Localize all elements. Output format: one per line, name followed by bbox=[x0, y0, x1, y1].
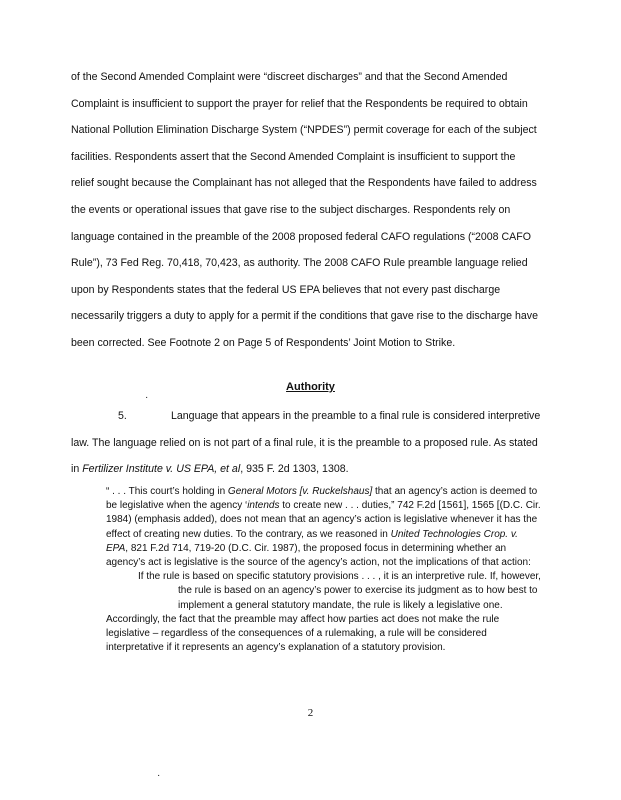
nested-quote: If the rule is based on specific statutory provisions . . . , it is an interpretive rule. If, however, the rule is based on an agency’s power to exercise its judgment as to how best to implement a general statutory mandate, the rule is likely a legislative one. bbox=[138, 571, 541, 611]
case-citation: Fertilizer Institute v. US EPA, et al bbox=[82, 463, 241, 476]
quote-text: to create new . . . duties,” 742 F.2d [1561], 1565 [(D.C. Cir. 1984) (emphasis added), does not mean that an agency’s action is legislative whenever it has the effect of creating new duties. To the contrary, as we reasoned in bbox=[106, 500, 541, 540]
block-quote bbox=[106, 485, 542, 655]
quote-closing: Accordingly, the fact that the preamble may affect how parties act does not make the rule legislative – regardless of the consequences of a rulemaking, a rule will be considered interpretative if it represents an agency’s explanation of a statutory provision. bbox=[106, 613, 500, 654]
quote-emphasis: intends bbox=[247, 500, 280, 512]
quote-text: that an agency’s action is deemed to be legislative when the agency ‘ bbox=[106, 486, 538, 512]
quote-text: “ . . . This court’s holding in bbox=[106, 486, 228, 497]
section-heading: Authority bbox=[286, 381, 335, 393]
page-number: 2 bbox=[307, 707, 314, 719]
paragraph-number: 5. bbox=[118, 410, 127, 422]
scan-speck: · bbox=[145, 392, 149, 403]
paragraph-continuation: of the Second Amended Complaint were “discreet discharges” and that the Second Amended Complaint is insufficient to support the prayer for relief that the Respondents be required to obtain National Pollution Elimination Discharge System (“NPDES”) permit coverage for each of the subject facilities. Respondents assert that the Second Amended Complaint is insufficient to support the relief sought because the Complainant has not alleged that the Respondents have failed to address the events or operational issues that gave rise to the subject discharges. Respondents rely on language contained in the preamble of the 2008 proposed federal CAFO regulations (“2008 CAFO Rule”), 73 Fed Reg. 70,418, 70,423, as authority. The 2008 CAFO Rule preamble language relied upon by Respondents states that the federal US EPA believes that not every past discharge necessarily triggers a duty to apply for a permit if the conditions that gave rise to the discharge have been corrected. See Footnote 2 on Page 5 of Respondents’ Joint Motion to Strike. bbox=[71, 71, 538, 349]
quote-case-name: General Motors [v. Ruckelshaus] bbox=[227, 486, 373, 497]
quote-text: , 821 F.2d 714, 719-20 (D.C. Cir. 1987), the proposed focus in determining whether an agency’s act is legislative is the source of the agency’s action, not the implications of that action: bbox=[106, 542, 531, 569]
quote-paragraph bbox=[106, 485, 542, 570]
scan-speck: · bbox=[157, 770, 161, 781]
quote-case-name: United Technologies Crop. v. EPA bbox=[106, 528, 518, 554]
paragraph-5 bbox=[71, 403, 541, 483]
citation-reference: , 935 F. 2d 1303, 1308. bbox=[240, 463, 349, 476]
paragraph-5-text: Language that appears in the preamble to a final rule is considered interpretive law. The language relied on is not part of a final rule, it is the preamble to a proposed rule. As stated in bbox=[71, 410, 541, 476]
